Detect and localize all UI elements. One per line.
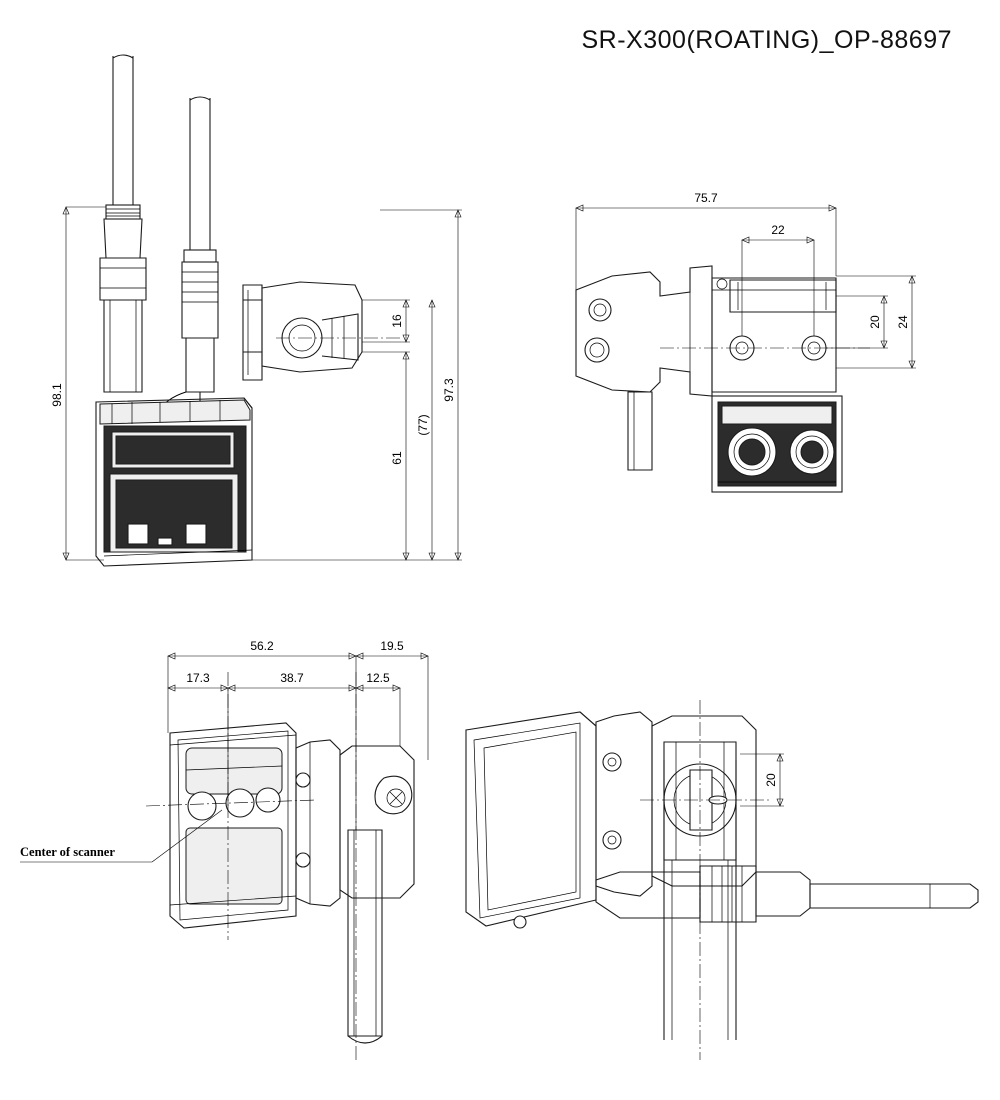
cable-left	[110, 55, 136, 205]
page-title: SR-X300(ROATING)_OP-88697	[581, 26, 952, 54]
dimension-20-lower-right	[740, 754, 784, 806]
dim-label-56-2: 56.2	[250, 639, 274, 653]
dim-label-17-3: 17.3	[186, 671, 210, 685]
dim-label-97-3: 97.3	[442, 378, 456, 402]
dim-label-98-1: 98.1	[50, 383, 64, 407]
dim-label-75-7: 75.7	[694, 191, 718, 205]
mount-plate-right-view	[712, 278, 836, 392]
dim-label-20-top: 20	[868, 315, 882, 329]
dim-label-24: 24	[896, 315, 910, 329]
bottom-right-view	[466, 700, 978, 1060]
bracket-arm-left-view	[243, 282, 362, 380]
dim-label-77: (77)	[416, 414, 430, 436]
scanner-outline-bottom-view	[170, 723, 296, 928]
connector-left	[100, 205, 146, 392]
bracket-body-right-view	[576, 266, 712, 470]
dimension-61	[362, 352, 410, 560]
dimension-77	[416, 300, 435, 560]
note-label: Center of scanner	[20, 845, 115, 859]
cable-lower-right	[596, 866, 978, 922]
cable-right	[190, 97, 210, 250]
dimension-19-5	[356, 639, 428, 760]
scanner-body-lower-right	[466, 712, 596, 928]
dim-label-38-7: 38.7	[280, 671, 304, 685]
dim-label-20-right: 20	[764, 773, 778, 787]
dimension-97-3	[252, 210, 462, 560]
dim-label-61: 61	[390, 451, 404, 465]
dimension-38-7	[228, 671, 356, 691]
dim-label-22: 22	[771, 223, 785, 237]
dim-label-16: 16	[390, 314, 404, 328]
dimension-98-1	[50, 207, 106, 560]
bracket-bottom-view	[296, 740, 414, 1043]
scanner-front-face-right-view	[712, 396, 842, 492]
dimension-20-top-right	[826, 296, 888, 348]
dimension-12-5	[356, 671, 400, 746]
dim-label-19-5: 19.5	[380, 639, 404, 653]
dimension-16	[362, 300, 410, 342]
side-right-view	[576, 191, 916, 492]
bottom-left-view	[20, 639, 428, 1060]
scanner-body-left-view	[96, 398, 252, 566]
front-left-view	[50, 55, 462, 566]
connector-right	[156, 250, 218, 414]
dim-label-12-5: 12.5	[366, 671, 390, 685]
